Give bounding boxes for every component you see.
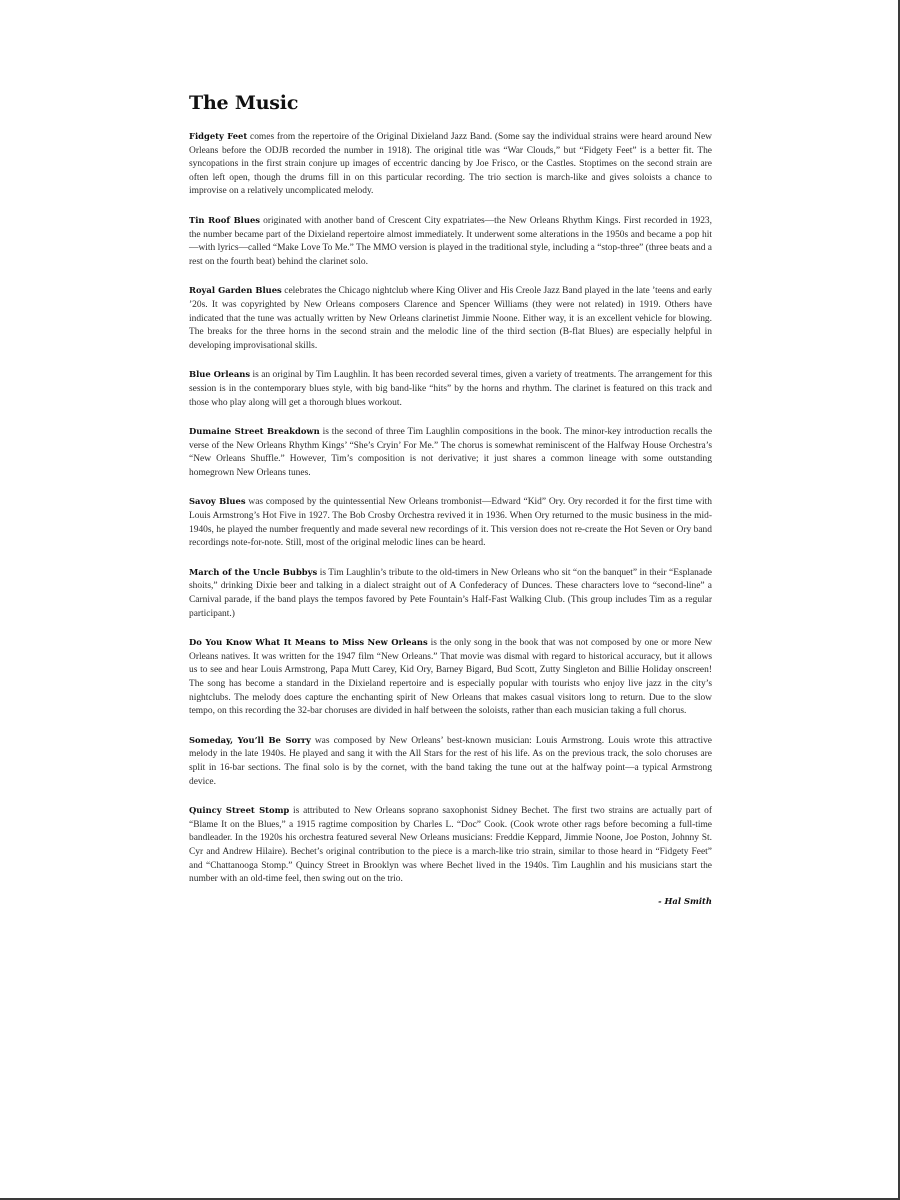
paragraph-text: is attributed to New Orleans soprano saxophonist Sidney Bechet. The first two strains are actually part of “Blame It on the Blues,” a 1915 ragtime composition by Charles L. “Doc” Cook. (Cook wrote other rags before becoming a full-time bandleader. In the 1920s his orchestra featured several New Orleans musicians: Freddie Keppard, Jimmie Noone, Joe Poston, Johnny St. Cyr and Andrew Hilaire). Bechet’s original contribution to the piece is a march-like trio strain, similar to those heard in “Fidgety Feet” and “Chattanooga Stomp.” Quincy Street in Brooklyn was where Bechet lived in the 1940s. Tim Laughlin and his musicians start the number with an old-time feel, then swing out on the trio. [189,806,713,885]
paragraph-dumaine-street-breakdown [189,425,712,480]
tune-title: Quincy Street Stomp [189,805,290,816]
paragraph-tin-roof-blues [189,214,712,269]
tune-title: Royal Garden Blues [189,285,282,296]
paragraph-text: celebrates the Chicago nightclub where King Oliver and His Creole Jazz Band played in the late ’teens and early ’20s. It was copyrighted by New Orleans composers Clarence and Spencer Williams (they were not related) in 1919. Others have indicated that the tune was actually written by New Orleans clarinetist Jimmie Noone. Either way, it is an excellent vehicle for blowing. The breaks for the three horns in the second strain and the melodic line of the third section (B-flat Blues) are especially helpful in developing improvisational skills. [189,286,713,351]
author-signature: - Hal Smith [658,895,712,906]
paragraph-do-you-know-what-it-means [189,636,712,719]
paragraph-march-of-the-uncle-bubbys [189,566,712,621]
paragraph-quincy-street-stomp [189,804,712,887]
paragraph-text: was composed by New Orleans’ best-known musician: Louis Armstrong. Louis wrote this attractive melody in the late 1940s. He played and sang it with the All Stars for the rest of his life. As on the previous track, the solo choruses are split in 16-bar sections. The final solo is by the cornet, with the band taking the tune out at the halfway point—a typical Armstrong device. [189,735,712,787]
paragraph-text: was composed by the quintessential New Orleans trombonist—Edward “Kid” Ory. Ory recorded it for the first time with Louis Armstrong’s Hot Five in 1927. The Bob Crosby Orchestra revived it in 1936. When Ory returned to the music business in the mid-1940s, he played the number frequently and made several new recordings of it. This version does not re-create the Hot Seven or Ory band recordings note-for-note. Still, most of the original melodic lines can be heard. [189,497,712,549]
tune-title: Dumaine Street Breakdown [189,426,320,437]
tune-title: Blue Orleans [189,369,251,380]
paragraph-text: originated with another band of Crescent City expatriates—the New Orleans Rhythm Kings. First recorded in 1923, the number became part of the Dixieland repertoire almost immediately. It underwent some alterations in the 1950s and became a pop hit—with lyrics—called “Make Love To Me.” The MMO version is played in the traditional style, including a “stop-three” (three beats and a rest on the fourth beat) behind the clarinet solo. [189,215,713,267]
paragraph-royal-garden-blues [189,284,712,353]
paragraph-savoy-blues [189,495,712,550]
paragraph-text: is an original by Tim Laughlin. It has been recorded several times, given a variety of treatments. The arrangement for this session is in the contemporary blues style, with big band-like “hits” by the horns and rhythm. The clarinet is featured on this track and those who play along will get a thorough blues workout. [189,370,713,408]
tune-title: March of the Uncle Bubbys [189,566,318,577]
paragraph-fidgety-feet [189,130,712,199]
tune-title: Fidgety Feet [189,131,248,141]
paragraph-text: is the second of three Tim Laughlin compositions in the book. The minor-key introduction recalls the verse of the New Orleans Rhythm Kings’ “She’s Cryin’ For Me.” The chorus is somewhat reminiscent of the Halfway House Orchestra’s “New Orleans Shuffle.” However, Tim’s composition is not derivative; it just shares a common lineage with some outstanding homegrown New Orleans tunes. [189,427,713,478]
paragraph-blue-orleans [189,368,712,410]
paragraph-text: is the only song in the book that was not composed by one or more New Orleans natives. It was written for the 1947 film “New Orleans.” That movie was dismal with regard to historical accuracy, but it allows us to see and hear Louis Armstrong, Papa Mutt Carey, Kid Ory, Barney Bigard, Bud Scott, Zutty Singleton and Billie Holiday onscreen! The song has become a standard in the Dixieland repertoire and is especially popular with tourists who enjoy live jazz in the city’s nightclubs. The melody does capture the enchanting spirit of New Orleans that makes casual visitors long to return. Due to the slow tempo, on this recording the 32-bar choruses are divided in half between the soloists, rather than each musician taking a full chorus. [189,638,713,717]
paragraph-someday-youll-be-sorry [189,734,712,789]
tune-title: Tin Roof Blues [189,214,260,225]
tune-title: Someday, You’ll Be Sorry [189,734,311,745]
paragraph-text: comes from the repertoire of the Original Dixieland Jazz Band. (Some say the individual strains were heard around New Orleans before the ODJB recorded the number in 1918). The original title was “War Clouds,” but “Fidgety Feet” is a better fit. The syncopations in the first strain conjure up images of eccentric dancing by Joe Frisco, or the Castles. Stoptimes on the second strain are often left open, though the drums fill in on this particular recording. The trio section is march-like and gives soloists a chance to improvise on a relatively uncomplicated melody. [189,132,713,197]
tune-title: Savoy Blues [189,496,246,507]
paragraph-text: is Tim Laughlin’s tribute to the old-timers in New Orleans who sit “on the banquet” in their “Esplanade shoits,” drinking Dixie beer and talking in a dialect straight out of A Confederacy of Dunces. These characters love to “second-line” a Carnival parade, if the band plays the tempos favored by Pete Fountain’s Half-Fast Walking Club. (This group includes Tim as a regular participant.) [189,567,712,619]
tune-title: Do You Know What It Means to Miss New Orleans [189,637,428,648]
document-body [189,92,712,906]
page-title: The Music [189,92,299,114]
